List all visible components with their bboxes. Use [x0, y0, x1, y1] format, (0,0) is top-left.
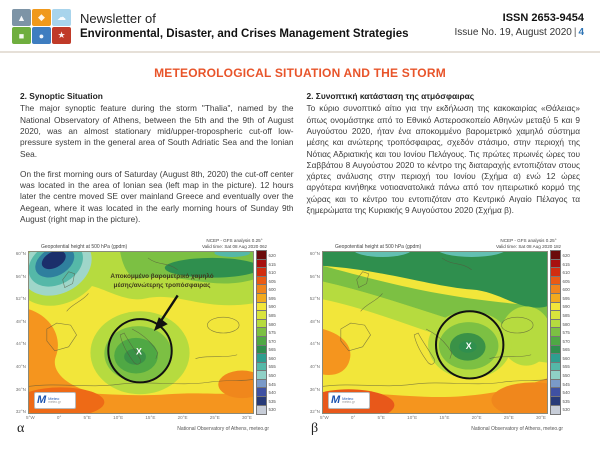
colorbar-value: 605 — [562, 278, 570, 284]
lat-tick-label: 48°N — [309, 318, 320, 324]
lon-tick-label: 10°E — [407, 415, 418, 421]
map-alpha-canvas — [28, 251, 254, 414]
english-heading: 2. Synoptic Situation — [20, 91, 103, 101]
lat-tick-label: 60°N — [15, 251, 26, 257]
earthquake-icon: ■ — [12, 27, 31, 44]
map-alpha-header — [11, 238, 295, 251]
lon-tick-label: 30°E — [535, 415, 546, 421]
cutoff-marker-beta: X — [465, 340, 472, 351]
logo-grid — [12, 9, 71, 44]
issue-line — [455, 26, 584, 40]
map-alpha-footer — [17, 422, 295, 436]
figure-label-beta: β — [311, 421, 319, 437]
wildfire-icon: ◆ — [32, 9, 51, 26]
lon-tick-label: 30°E — [241, 415, 252, 421]
colorbar-value: 545 — [268, 381, 276, 387]
colorbar-value: 530 — [562, 407, 570, 413]
cutoff-annotation — [81, 273, 243, 290]
map-beta-header — [305, 238, 589, 251]
colorbar-value: 555 — [268, 364, 276, 370]
colorbar-value: 590 — [268, 304, 276, 310]
map-beta-footer — [311, 422, 589, 436]
map-alpha-lat-axis — [11, 251, 28, 414]
lat-tick-label: 36°N — [309, 386, 320, 392]
english-paragraph-2: On the first morning ours of Saturday (August 8th, 2020) the cut-off center was located in the area of Ionian sea (left map in the picture). 12 hours later the centre moved SE over mainland Greece and eventually over the Aegean, where it was located in the early morning hours of Sunday 9th August (right map in the picture). — [20, 168, 294, 224]
lon-tick-label: 15°E — [145, 415, 156, 421]
colorbar-value: 610 — [268, 270, 276, 276]
colorbar-step — [550, 406, 577, 415]
annotation-line-2: μέσης/ανώτερης τροπόσφαιρας — [113, 281, 211, 289]
map-beta-colorbar — [548, 251, 577, 414]
newsletter-of-label: Newsletter of — [80, 11, 156, 27]
greek-column — [307, 91, 581, 234]
lon-tick-label: 5°E — [377, 415, 385, 421]
colorbar-value: 580 — [562, 321, 570, 327]
lon-tick-label: 5°W — [26, 415, 35, 421]
map-alpha-colorbar — [254, 251, 283, 414]
storm-cloud-icon: ☁ — [52, 9, 71, 26]
map-beta-credit: National Observatory of Athens, meteo.gr — [471, 426, 563, 433]
meteo-logo-text — [342, 397, 355, 405]
issue-number: Issue No. 19, August 2020 — [454, 26, 572, 38]
issue-info — [455, 9, 584, 39]
map-beta-valid-time: Valid time: Sat 08 Aug 2020 18z — [495, 244, 561, 250]
colorbar-value: 590 — [562, 304, 570, 310]
colorbar-value: 580 — [268, 321, 276, 327]
lat-tick-label: 44°N — [309, 341, 320, 347]
map-beta-source-line1: NCEP - GFS analysis 0.25° — [500, 238, 557, 244]
lat-tick-label: 56°N — [309, 273, 320, 279]
lon-tick-label: 25°E — [209, 415, 220, 421]
map-alpha-title: Geopotential height at 500 hPa (gpdm) — [41, 244, 128, 251]
lon-tick-label: 5°W — [320, 415, 329, 421]
newsletter-titles — [80, 11, 409, 42]
cutoff-marker-alpha: X — [136, 346, 142, 357]
lat-tick-label: 36°N — [15, 386, 26, 392]
greek-paragraph-1: Το κύριο συνοπτικό αίτιο για την εκδήλωση της κακοκαιρίας «Θάλειας» όπως ονομάστηκε από το Εθνικό Αστεροσκοπείο Αθηνών μεταξύ 5 και 9 Αυγούστου 2020, ήταν ένα αποκομμένο βαρομετρικό χαμηλό σύστημα μέσης και ανώτερης τροπόσφαιρας, σχεδόν στάσιμο, στην περιοχή της Νότιας Αδριατικής και του Ιονίου Πελάγους. Τις πρώτες πρωινές ώρες του Σαββάτου 8 Αυγούστου 2020 το κέντρο της διαταραχής εντοπιζόταν στους χάρτες ανάλυσης στην περιοχή του Ιονίου (Σχήμα α) ενώ 12 ώρες αργότερα κινήθηκε νοτιοανατολικά πάνω από τον ηπειρωτικό κορμό της χώρας και το κέντρο του εντοπιζόταν στο Κεντρικό Αιγαίο Πέλαγος τα ξημερώματα της Κυριακής 9 Αυγούστου 2020 (Σχήμα β). — [306, 103, 580, 215]
volcano-fire-icon: ★ — [52, 27, 71, 44]
map-alpha-source-line1: NCEP - GFS analysis 0.25° — [206, 238, 263, 244]
lat-tick-label: 40°N — [309, 363, 320, 369]
header-brand — [12, 9, 409, 44]
lon-tick-label: 10°E — [113, 415, 124, 421]
colorbar-swatch — [550, 405, 561, 416]
map-beta-title: Geopotential height at 500 hPa (gpdm) — [335, 244, 422, 251]
lat-tick-label: 32°N — [15, 409, 26, 415]
meteo-m-icon: M — [331, 394, 341, 407]
map-beta-body — [305, 251, 589, 414]
greek-heading: 2. Συνοπτική κατάσταση της ατμόσφαιρας — [306, 91, 475, 101]
colorbar-value: 600 — [268, 287, 276, 293]
annotation-line-1: Αποκομμένο βαρομετρικό χαμηλό — [110, 273, 214, 281]
lat-tick-label: 56°N — [15, 273, 26, 279]
lon-tick-label: 0° — [350, 415, 356, 421]
map-figures — [0, 238, 600, 436]
lon-tick-label: 5°E — [83, 415, 91, 421]
meteo-logo-sub: meteo.gr — [48, 400, 61, 405]
lon-tick-label: 15°E — [439, 415, 450, 421]
map-beta-canvas — [322, 251, 548, 414]
map-figure-alpha — [11, 238, 295, 436]
map-beta-source — [496, 238, 561, 250]
colorbar-value: 545 — [562, 381, 570, 387]
colorbar-value: 570 — [268, 338, 276, 344]
colorbar-value: 550 — [268, 373, 276, 379]
colorbar-value: 575 — [268, 330, 276, 336]
figure-label-alpha: α — [17, 421, 25, 437]
colorbar-value: 565 — [268, 347, 276, 353]
colorbar-value: 535 — [268, 398, 276, 404]
lat-tick-label: 52°N — [309, 296, 320, 302]
issn-label: ISSN 2653-9454 — [502, 12, 584, 24]
colorbar-value: 560 — [268, 355, 276, 361]
colorbar-value: 620 — [562, 252, 570, 258]
lat-tick-label: 32°N — [309, 409, 320, 415]
colorbar-step — [256, 406, 283, 415]
map-alpha-body — [11, 251, 295, 414]
colorbar-value: 600 — [562, 287, 570, 293]
meteo-logo-word: Meteo — [48, 395, 60, 401]
lon-tick-label: 20°E — [177, 415, 188, 421]
page-number: 4 — [578, 26, 584, 38]
colorbar-value: 610 — [562, 270, 570, 276]
map-alpha-lon-axis — [26, 414, 252, 420]
colorbar-value: 585 — [562, 313, 570, 318]
landslide-icon: ▲ — [12, 9, 31, 26]
colorbar-value: 555 — [562, 364, 570, 370]
meteo-logo — [34, 392, 76, 409]
colorbar-value: 585 — [268, 313, 276, 318]
lon-tick-label: 20°E — [471, 415, 482, 421]
colorbar-swatch — [256, 405, 267, 416]
body-columns — [0, 91, 600, 234]
meteo-logo-text — [48, 397, 61, 405]
colorbar-value: 595 — [562, 295, 570, 301]
lat-tick-label: 60°N — [309, 251, 320, 257]
map-alpha-source — [202, 238, 267, 250]
colorbar-value: 540 — [268, 390, 276, 396]
newsletter-title: Environmental, Disaster, and Crises Management Strategies — [80, 28, 409, 41]
english-column — [20, 91, 294, 234]
lat-tick-label: 44°N — [15, 341, 26, 347]
lon-tick-label: 25°E — [503, 415, 514, 421]
colorbar-value: 540 — [562, 390, 570, 396]
lat-tick-label: 52°N — [15, 296, 26, 302]
map-alpha-valid-time: Valid time: Sat 08 Aug 2020 06z — [201, 244, 267, 250]
article-title: METEOROLOGICAL SITUATION AND THE STORM — [154, 66, 446, 80]
map-beta-lat-axis — [305, 251, 322, 414]
colorbar-value: 560 — [562, 355, 570, 361]
colorbar-value: 530 — [268, 407, 276, 413]
colorbar-value: 615 — [268, 261, 276, 267]
meteo-logo-word: Meteo — [342, 395, 354, 401]
colorbar-value: 575 — [562, 330, 570, 336]
lat-tick-label: 48°N — [15, 318, 26, 324]
english-paragraph-1: The major synoptic feature during the storm "Thalia", named by the National Observatory of Athens, between the 5th and the 9th of August 2020, was an almost stationary mid/upper-tropospheric cut-off low-pressure system in the general area of South Adriatic Sea and the Ionian Sea. — [20, 103, 294, 159]
colorbar-value: 605 — [268, 278, 276, 284]
map-beta-art — [323, 252, 547, 413]
meteo-logo — [328, 392, 370, 409]
issue-separator: | — [573, 26, 577, 38]
colorbar-value: 535 — [562, 398, 570, 404]
colorbar-value: 615 — [562, 261, 570, 267]
map-beta-lon-axis — [320, 414, 546, 420]
colorbar-value: 620 — [268, 252, 276, 258]
colorbar-value: 595 — [268, 295, 276, 301]
lat-tick-label: 40°N — [15, 363, 26, 369]
meteo-m-icon: M — [37, 394, 47, 407]
colorbar-value: 565 — [562, 347, 570, 353]
meteo-logo-sub: meteo.gr — [342, 400, 355, 405]
map-figure-beta — [305, 238, 589, 436]
colorbar-value: 570 — [562, 338, 570, 344]
page-header — [0, 0, 600, 53]
map-alpha-credit: National Observatory of Athens, meteo.gr — [177, 426, 269, 433]
lon-tick-label: 0° — [56, 415, 62, 421]
technical-response-icon: ● — [32, 27, 51, 44]
colorbar-value: 550 — [562, 373, 570, 379]
